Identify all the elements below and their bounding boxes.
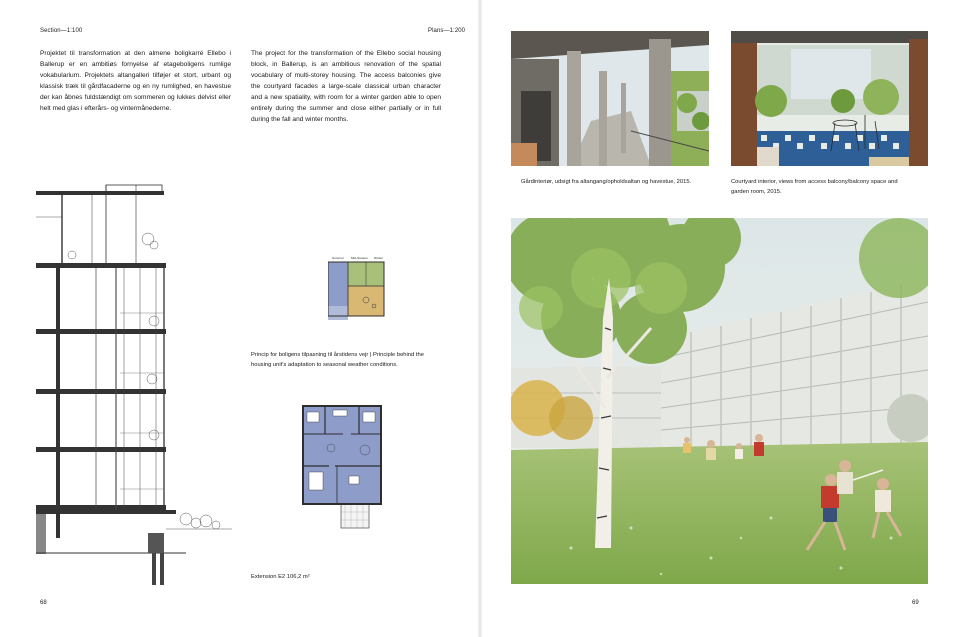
photo-caption-english: Courtyard interior, views from access balcony/balcony space and garden room, 2015. — [731, 179, 898, 195]
photo-access-balcony — [511, 31, 709, 166]
photo-caption-danish: Gårdinteriør, udsigt fra altangang/opholdsaltan og havestue, 2015. — [521, 179, 692, 185]
section-drawing — [36, 183, 232, 585]
season-label-mid-season: Mid-Season — [351, 256, 369, 260]
english-body-text: The project for the transformation of the Ellebo social housing block, in Ballerup, is an ambitious renovation of the spatial vocabulary of multi-storey housing. The access balconies give the courtyard facades a large-scale classical urban character and a new spatiality, with room for a winter garden able to open entirely during the summer and close either partially or in full during the fall and winter months. — [251, 50, 441, 123]
book-gutter — [478, 0, 482, 637]
page-number-left: 68 — [40, 600, 47, 606]
photo-courtyard-rendering — [511, 218, 928, 584]
danish-body-text: Projektet til transformation at den almene boligkarré Ellebo i Ballerup er en ambitiøs fornyelse af etageboligens rumlige vokabularium. Projektets altangalleri tilføjer et stort, urbant og klassisk træk til gårdfacaderne og en ny rumlighed, en havestue der kan åbnes fuldstændigt om sommeren og lukkes delvist eller helt med glas i efterårs- og vintermånederne. — [40, 50, 231, 112]
seasonal-diagram — [328, 256, 388, 324]
season-label-summer: Summer — [332, 256, 344, 260]
season-label-winter: Winter — [374, 256, 384, 260]
photo-garden-room — [731, 31, 928, 166]
plan-caption: Extension E2 106,2 m² — [251, 574, 310, 580]
floor-plan — [301, 404, 383, 530]
plans-scale-label: Plans—1:200 — [428, 28, 466, 34]
section-scale-label: Section—1:100 — [40, 28, 83, 34]
page-number-right: 69 — [912, 600, 919, 606]
diagram-caption: Princip for boligens tilpasning til årstidens vejr | Principle behind the housing unit's adaptation to seasonal weather conditions. — [251, 352, 424, 368]
